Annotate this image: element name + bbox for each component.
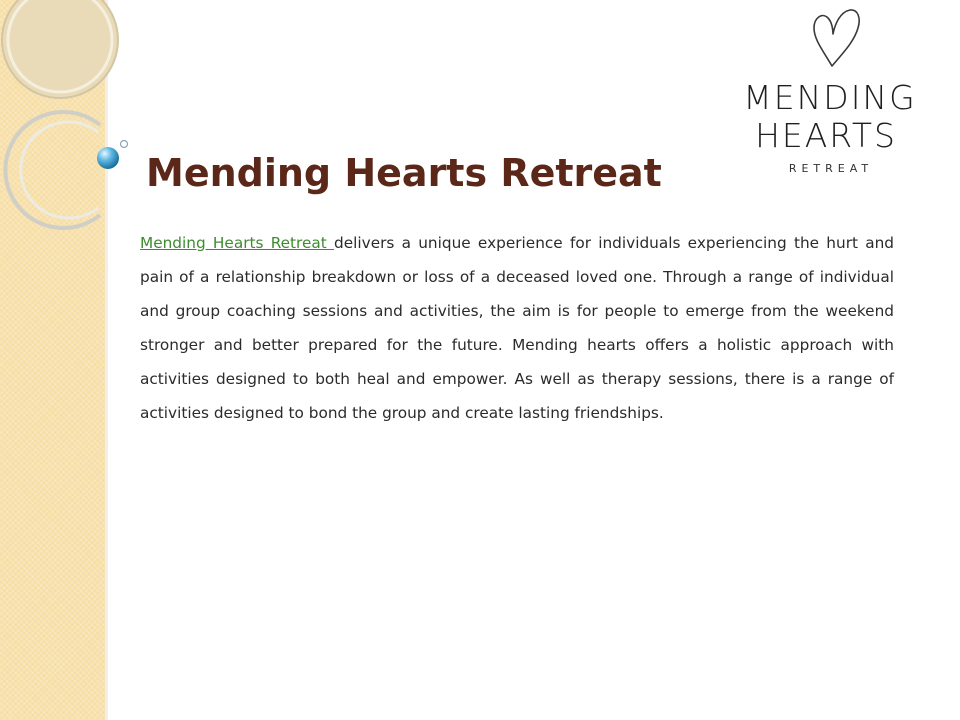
decorative-circles (0, 0, 140, 240)
decorative-arc-inner (21, 122, 98, 218)
decorative-circle-large (2, 0, 118, 98)
heart-outline-icon (806, 4, 864, 70)
blue-ball-icon (97, 147, 119, 169)
small-ring-icon (121, 141, 128, 148)
page-title: Mending Hearts Retreat (146, 151, 662, 195)
logo (730, 4, 930, 180)
logo-line2: HEARTS (755, 116, 897, 155)
retreat-link[interactable]: Mending Hearts Retreat (140, 234, 335, 252)
logo-line1: MENDING (743, 78, 917, 117)
logo-line3: RETREAT (788, 162, 874, 175)
paragraph-text: delivers a unique experience for individuals experiencing the hurt and pain of a relationship breakdown or loss of a deceased loved one. Through a range of individual and group coaching sessions and activities, the aim is for people to emerge from the weekend stronger and better prepared for the future. Mending hearts offers a holistic approach with activities designed to both heal and empower. As well as therapy sessions, there is a range of activities designed to bond the group and create lasting friendships. (140, 234, 894, 422)
body-paragraph (140, 226, 894, 430)
